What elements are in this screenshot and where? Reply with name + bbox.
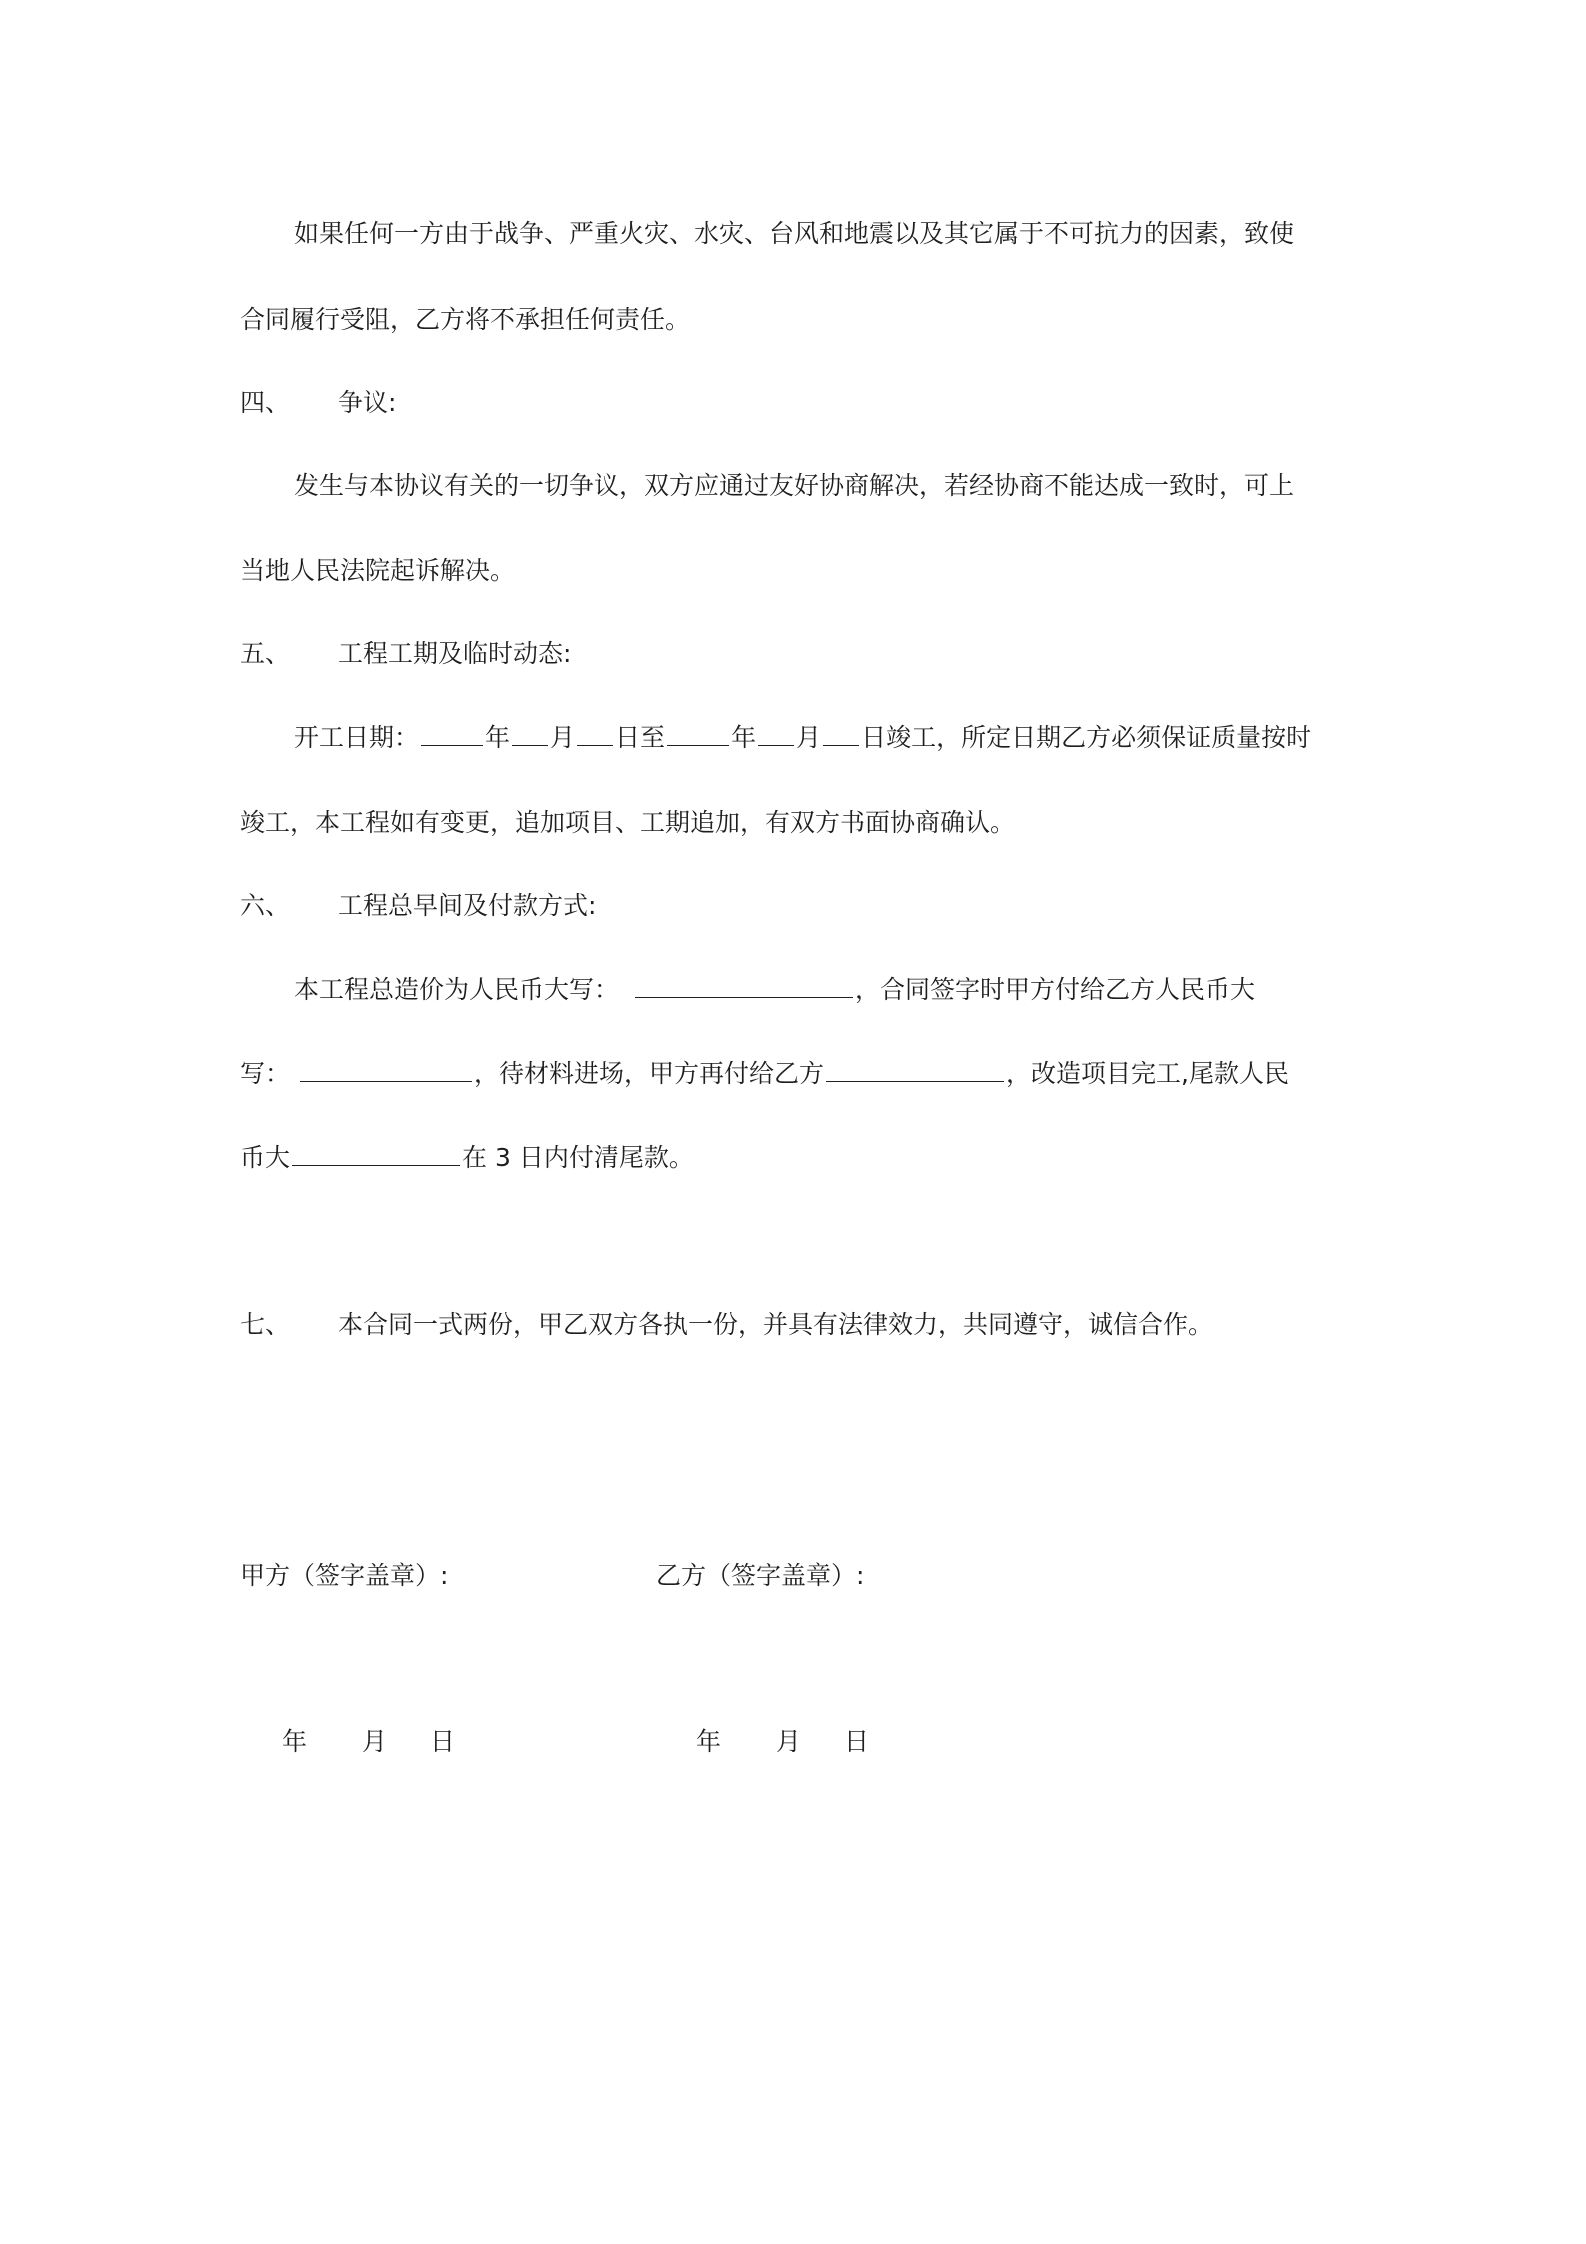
force-majeure-line-2: 合同履行受阻，乙方将不承担任何责任。 [240, 305, 691, 334]
section-7-number: 七、 [240, 1310, 291, 1339]
section-6-line-1: 本工程总造价为人民币大写： ，合同签字时甲方付给乙方人民币大 [294, 975, 1256, 1004]
party-b-date: 年 月 日 [696, 1727, 870, 1756]
section-4-heading [240, 385, 1360, 421]
section-6-number: 六、 [240, 891, 291, 920]
start-month-blank[interactable] [512, 721, 548, 746]
total-price-blank[interactable] [635, 973, 853, 998]
section-5-date-line: 开工日期： 年 月 日至 年 月 日竣工，所定日期乙方必须保证质量按时 [294, 723, 1312, 752]
start-day-blank[interactable] [577, 721, 613, 746]
section-4-number: 四、 [240, 388, 291, 417]
section-7-line [240, 1307, 1360, 1343]
section-5-line-2: 竣工，本工程如有变更，追加项目、工期追加，有双方书面协商确认。 [240, 808, 1016, 837]
section-6-heading [240, 888, 1360, 924]
party-a-signature-label: 甲方（签字盖章）: [240, 1561, 449, 1590]
material-payment-blank[interactable] [826, 1057, 1004, 1082]
signing-payment-blank[interactable] [300, 1057, 472, 1082]
section-5-number: 五、 [240, 639, 291, 668]
section-4-title: 争议: [338, 388, 397, 417]
section-5-title: 工程工期及临时动态: [338, 639, 572, 668]
end-year-blank[interactable] [667, 721, 729, 746]
party-b-signature-label: 乙方（签字盖章）: [656, 1561, 865, 1590]
section-6-line-2: 写： ，待材料进场，甲方再付给乙方 ，改造项目完工,尾款人民 [240, 1059, 1289, 1088]
start-year-blank[interactable] [421, 721, 483, 746]
section-5-heading [240, 636, 1360, 672]
end-month-blank[interactable] [758, 721, 794, 746]
section-7-text: 本合同一式两份，甲乙双方各执一份，并具有法律效力，共同遵守，诚信合作。 [338, 1310, 1214, 1339]
final-payment-blank[interactable] [292, 1141, 460, 1166]
force-majeure-line-1: 如果任何一方由于战争、严重火灾、水灾、台风和地震以及其它属于不可抗力的因素，致使 [294, 219, 1295, 248]
section-6-title: 工程总早间及付款方式: [338, 891, 597, 920]
section-6-line-3: 币大 在 3 日内付清尾款。 [240, 1143, 694, 1172]
end-day-blank[interactable] [823, 721, 859, 746]
party-a-date: 年 月 日 [282, 1727, 456, 1756]
section-4-line-1: 发生与本协议有关的一切争议，双方应通过友好协商解决，若经协商不能达成一致时，可上 [294, 471, 1295, 500]
section-4-line-2: 当地人民法院起诉解决。 [240, 556, 516, 585]
